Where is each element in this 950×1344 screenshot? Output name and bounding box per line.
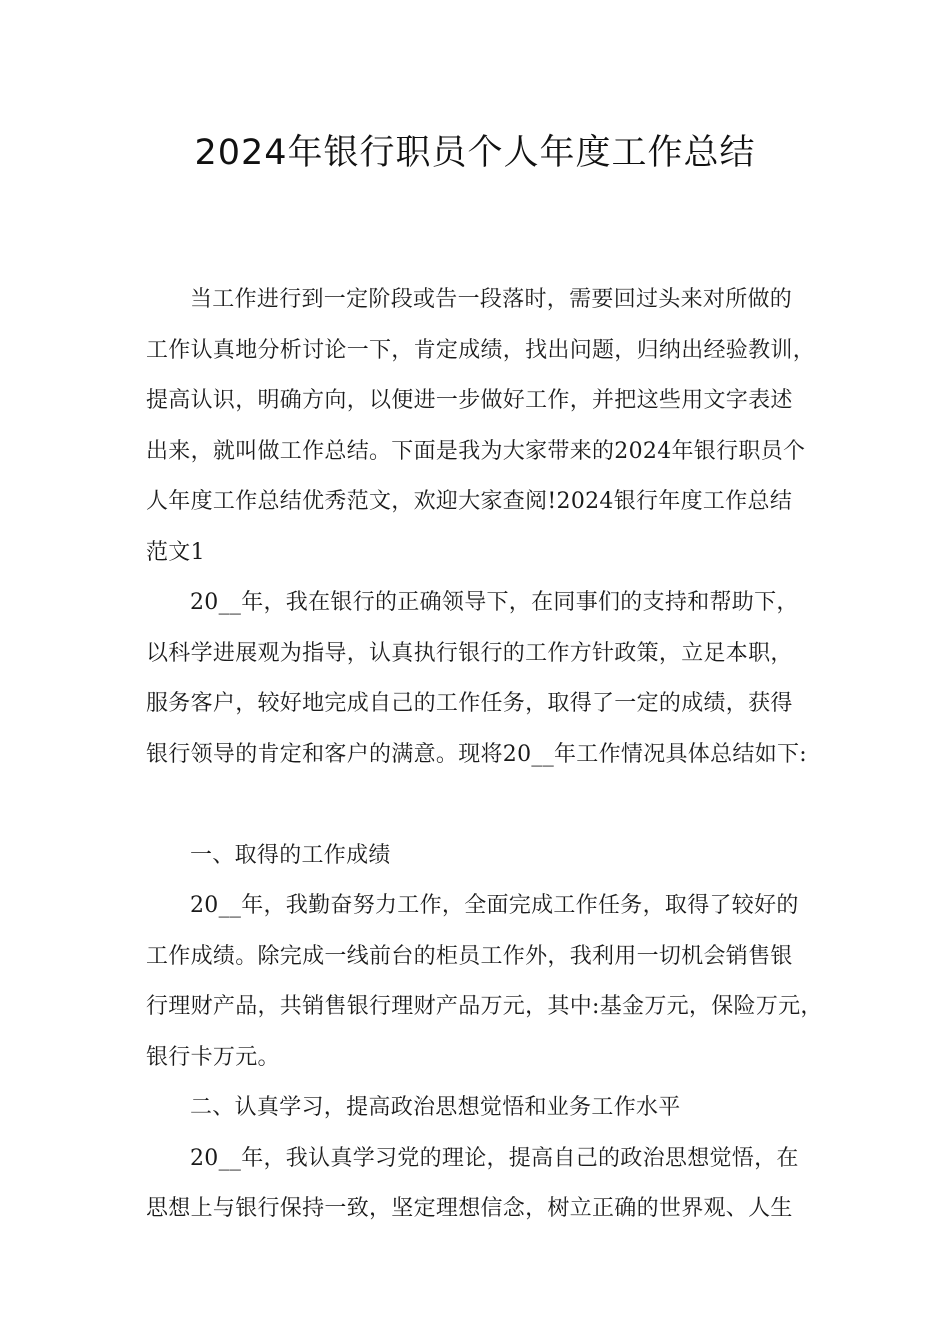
paragraph-line: 服务客户，较好地完成自己的工作任务，取得了一定的成绩，获得: [146, 691, 793, 716]
paragraph-line: 出来，就叫做工作总结。下面是我为大家带来的2024年银行职员个: [146, 438, 806, 464]
section-heading: 二、认真学习，提高政治思想觉悟和业务工作水平: [190, 1095, 681, 1120]
paragraph-line: 20__年，我在银行的正确领导下，在同事们的支持和帮助下，: [190, 590, 799, 615]
document-body: [146, 275, 826, 1235]
paragraph-line: 银行卡万元。: [146, 1044, 280, 1070]
document-title: 2024年银行职员个人年度工作总结: [194, 133, 756, 173]
paragraph-line: 以科学进展观为指导，认真执行银行的工作方针政策，立足本职，: [146, 640, 793, 666]
paragraph-line: 银行领导的肯定和客户的满意。现将20__年工作情况具体总结如下:: [146, 741, 808, 767]
paragraph-line: 范文1: [146, 539, 205, 565]
paragraph-line: 工作成绩。除完成一线前台的柜员工作外，我利用一切机会销售银: [146, 943, 793, 969]
section-heading: 一、取得的工作成绩: [190, 842, 391, 868]
paragraph-line: 思想上与银行保持一致，坚定理想信念，树立正确的世界观、人生: [146, 1196, 793, 1221]
paragraph-line: 提高认识，明确方向，以便进一步做好工作，并把这些用文字表述: [146, 388, 793, 413]
paragraph-line: 人年度工作总结优秀范文，欢迎大家查阅!2024银行年度工作总结: [146, 489, 793, 514]
paragraph-line: 20__年，我勤奋努力工作，全面完成工作任务，取得了较好的: [190, 893, 799, 918]
paragraph-line: 工作认真地分析讨论一下，肯定成绩，找出问题，归纳出经验教训，: [146, 337, 816, 363]
paragraph-line: 当工作进行到一定阶段或告一段落时，需要回过头来对所做的: [190, 287, 793, 312]
paragraph-line: 20__年，我认真学习党的理论，提高自己的政治思想觉悟，在: [190, 1145, 799, 1171]
paragraph-gap: [146, 780, 826, 831]
paragraph-line: 行理财产品，共销售银行理财产品万元，其中:基金万元，保险万元，: [146, 994, 823, 1019]
